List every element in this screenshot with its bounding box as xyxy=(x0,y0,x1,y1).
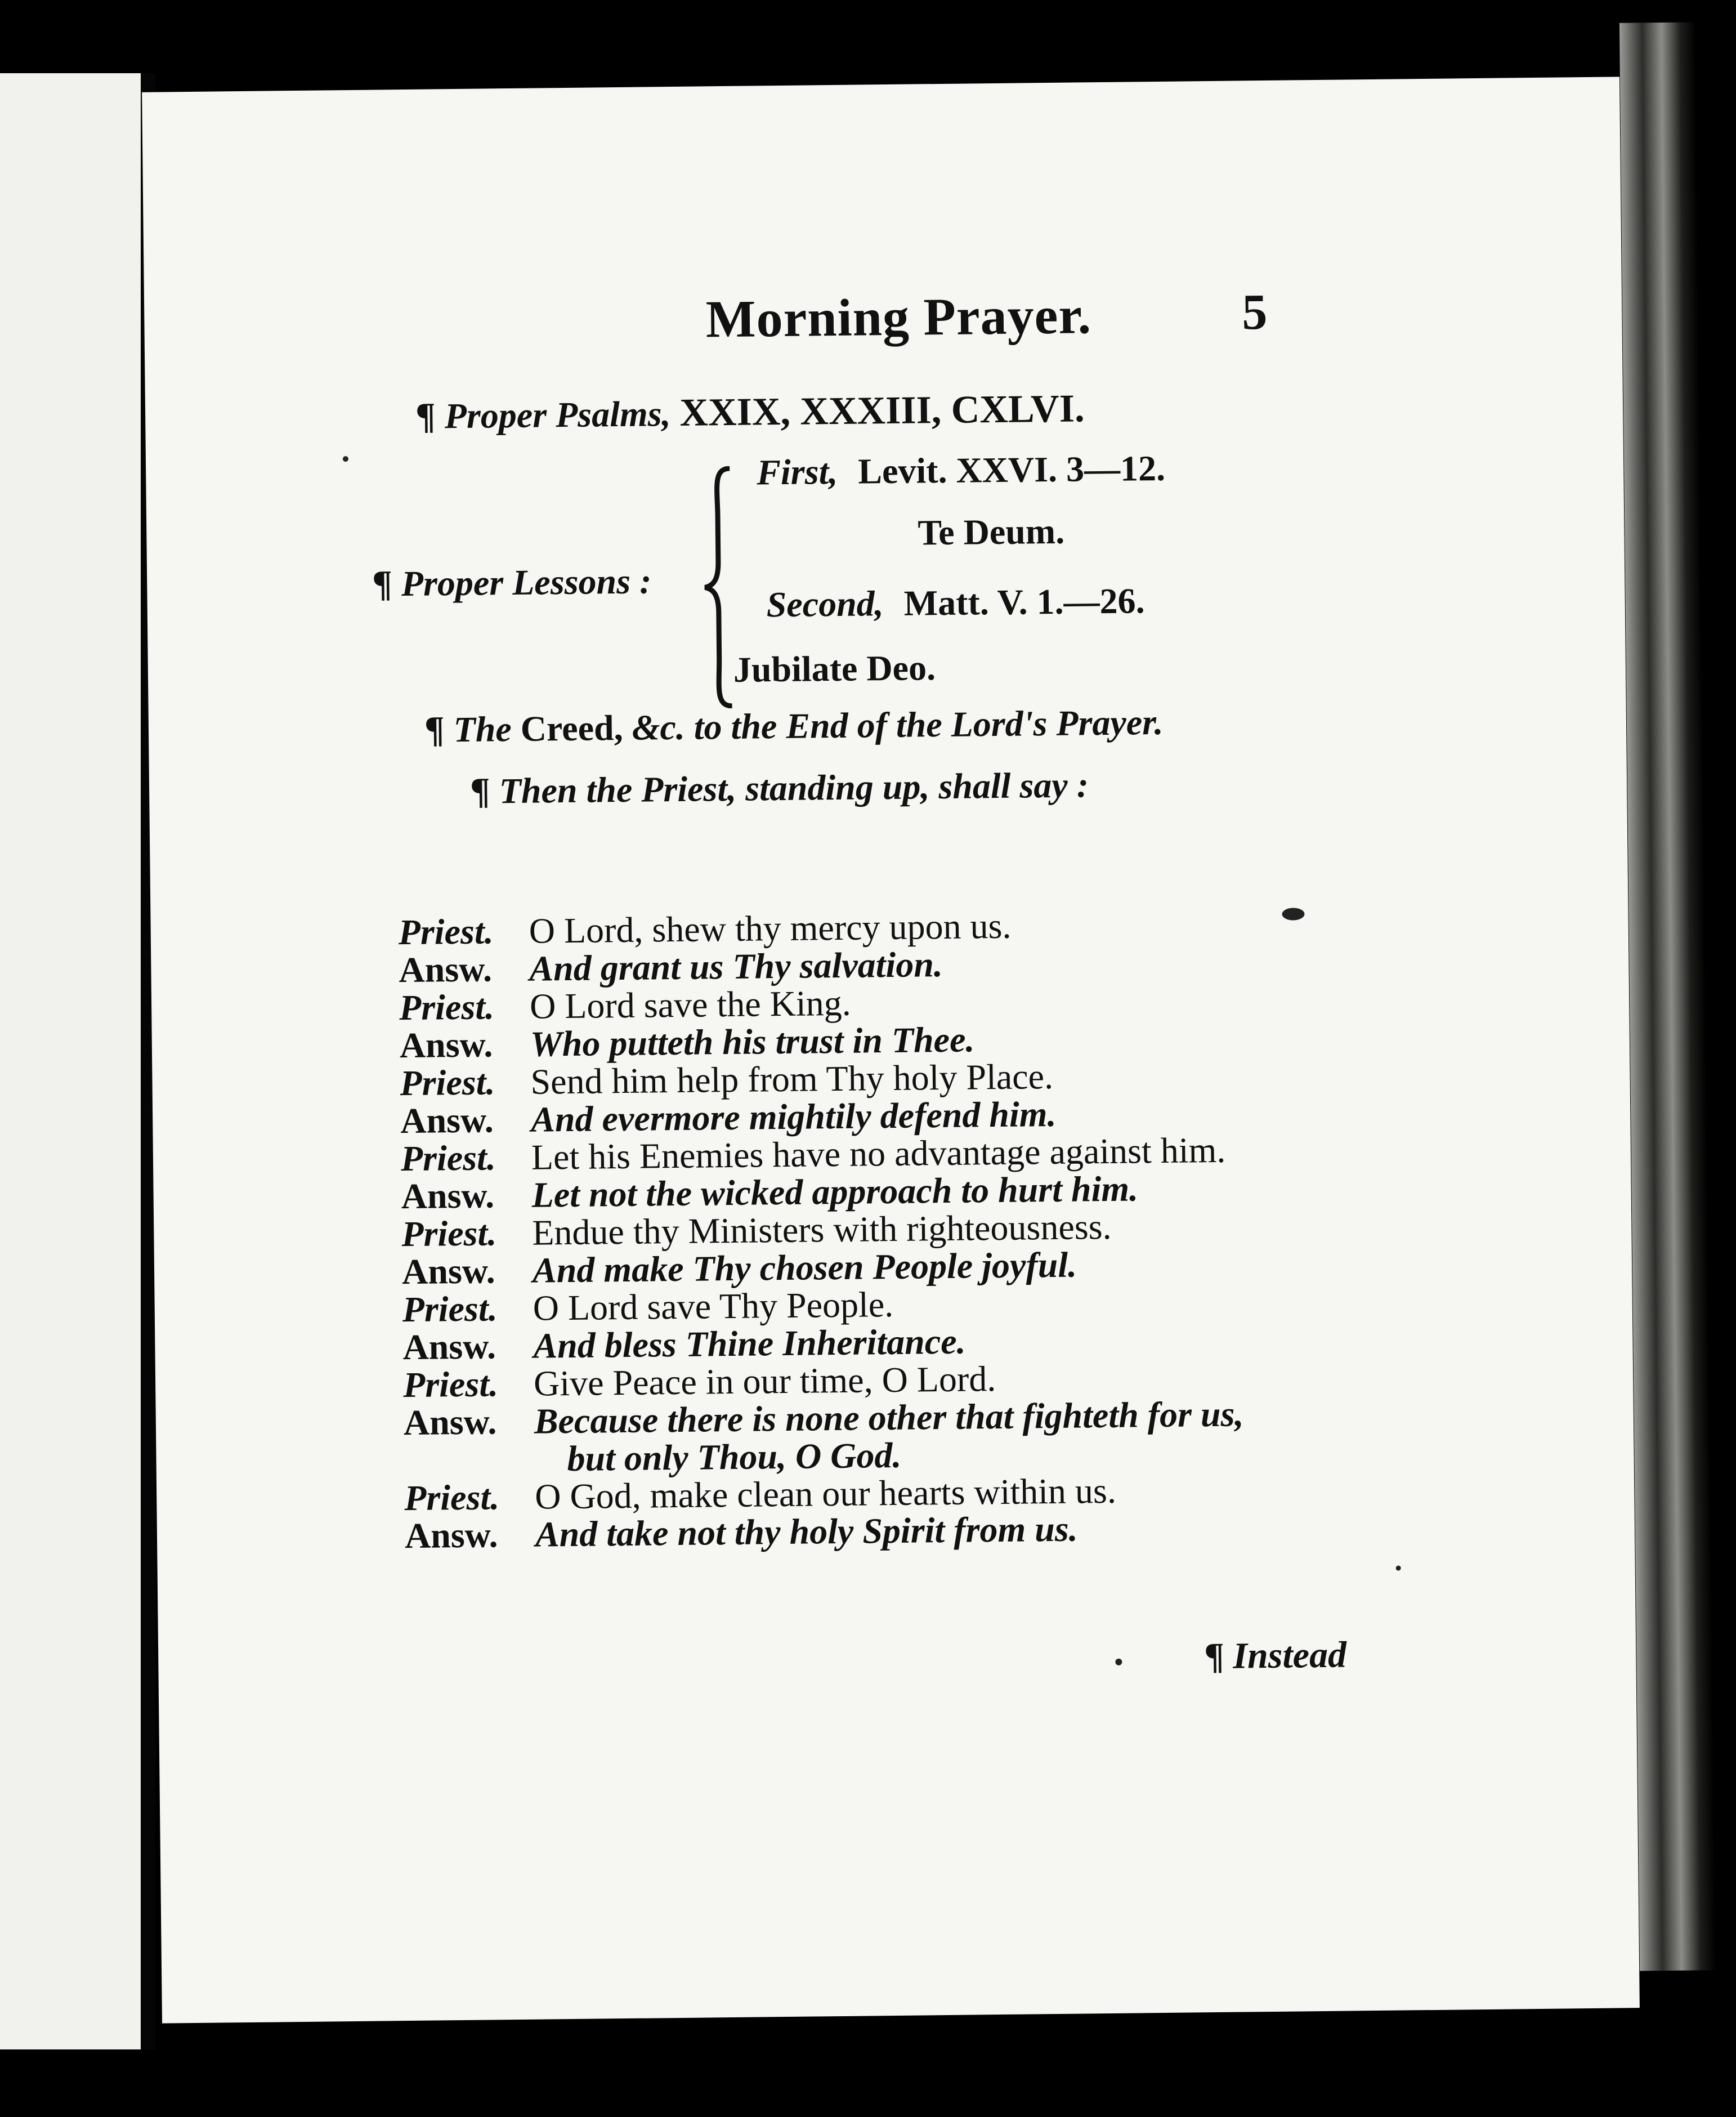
speaker-label: Answ. xyxy=(400,1100,494,1141)
first-lesson-label: First, xyxy=(756,451,838,493)
speaker-label: Priest. xyxy=(402,1288,498,1330)
speaker-label: Answ. xyxy=(401,1250,495,1292)
dialogue-text: but only Thou, O God. xyxy=(567,1435,902,1479)
dialogue-text: O Lord, shew thy mercy upon us. xyxy=(529,905,1012,951)
page-number: 5 xyxy=(1241,284,1268,341)
dialogue-text: Who putteth his trust in Thee. xyxy=(530,1019,975,1064)
catchword: Instead xyxy=(1232,1634,1347,1677)
creed-rubric xyxy=(424,701,1164,752)
dialogue-text: O Lord save Thy People. xyxy=(533,1284,894,1328)
creed-word: Creed, xyxy=(520,707,623,749)
lessons-label: Proper Lessons : xyxy=(401,561,652,604)
pilcrow-icon: ¶ xyxy=(372,563,393,605)
dialogue-text: And take not thy holy Spirit from us. xyxy=(535,1508,1079,1555)
dialogue-text: And make Thy chosen People joyful. xyxy=(532,1244,1077,1290)
first-lesson-ref: Levit. XXVI. 3—12. xyxy=(857,448,1166,492)
priest-rubric-text: Then the Priest, standing up, shall say : xyxy=(499,765,1089,811)
pilcrow-icon: ¶ xyxy=(1205,1635,1224,1677)
facing-page xyxy=(0,73,141,2049)
ink-speck xyxy=(343,456,348,462)
speaker-label: Answ. xyxy=(401,1175,495,1217)
pilcrow-icon: ¶ xyxy=(415,395,436,437)
dialogue-text: And bless Thine Inheritance. xyxy=(533,1321,966,1366)
dialogue-text: Give Peace in our time, O Lord. xyxy=(533,1359,996,1404)
first-lesson-line xyxy=(757,448,1166,494)
dialogue-text: And grant us Thy salvation. xyxy=(529,944,943,989)
dialogue-text: Let not the wicked approach to hurt him. xyxy=(531,1168,1139,1215)
creed-the: The xyxy=(453,709,512,750)
dialogue-text: O Lord save the King. xyxy=(529,982,852,1026)
priest-rubric xyxy=(470,763,1089,813)
speaker-label: Priest. xyxy=(401,1213,497,1254)
book-page xyxy=(142,77,1640,2023)
speaker-label: Priest. xyxy=(404,1477,500,1518)
speaker-label: Answ. xyxy=(399,1024,493,1066)
proper-psalms-line xyxy=(415,386,1085,438)
speaker-label: Priest. xyxy=(399,986,495,1028)
speaker-label: Priest. xyxy=(400,1137,496,1179)
speaker-label: Priest. xyxy=(398,911,494,953)
ink-speck xyxy=(1115,1659,1122,1665)
proper-lessons-line xyxy=(372,560,652,605)
psalms-value: XXIX, XXXIII, CXLVI. xyxy=(679,387,1085,435)
speaker-label: Answ. xyxy=(399,949,493,990)
speaker-label: Priest. xyxy=(402,1364,499,1405)
page-header xyxy=(144,279,1622,379)
dialogue-text: Endue thy Ministers with righteousness. xyxy=(531,1206,1112,1253)
psalms-label: Proper Psalms, xyxy=(444,394,671,436)
pilcrow-icon: ¶ xyxy=(424,709,445,751)
second-lesson-label: Second, xyxy=(766,583,884,625)
second-lesson-ref: Matt. V. 1.—26. xyxy=(903,580,1145,623)
jubilate-deo: Jubilate Deo. xyxy=(733,647,936,690)
versicles-and-responses xyxy=(398,903,1245,1556)
pilcrow-icon: ¶ xyxy=(469,770,491,812)
speaker-label: Answ. xyxy=(403,1401,497,1443)
te-deum: Te Deum. xyxy=(918,511,1065,553)
catchword-line xyxy=(1205,1634,1347,1678)
second-lesson-line xyxy=(766,580,1145,626)
dialogue-text: O God, make clean our hearts within us. xyxy=(534,1470,1117,1517)
dialogue-text: Because there is none other that fighteth for us, xyxy=(534,1394,1244,1441)
speaker-label: Answ. xyxy=(402,1326,496,1368)
speaker-label: Answ. xyxy=(404,1515,498,1556)
ink-speck xyxy=(1396,1566,1401,1571)
creed-rest: &c. to the End of the Lord's Prayer. xyxy=(632,702,1164,748)
ink-speck xyxy=(1282,908,1304,920)
dialogue-text: Send him help from Thy holy Place. xyxy=(530,1056,1054,1102)
brace-icon xyxy=(700,466,736,709)
dialogue-text: Let his Enemies have no advantage against him. xyxy=(531,1129,1226,1177)
dialogue-text: And evermore mightily defend him. xyxy=(530,1093,1057,1140)
speaker-label: Priest. xyxy=(400,1062,495,1104)
running-title: Morning Prayer. xyxy=(705,286,1092,349)
